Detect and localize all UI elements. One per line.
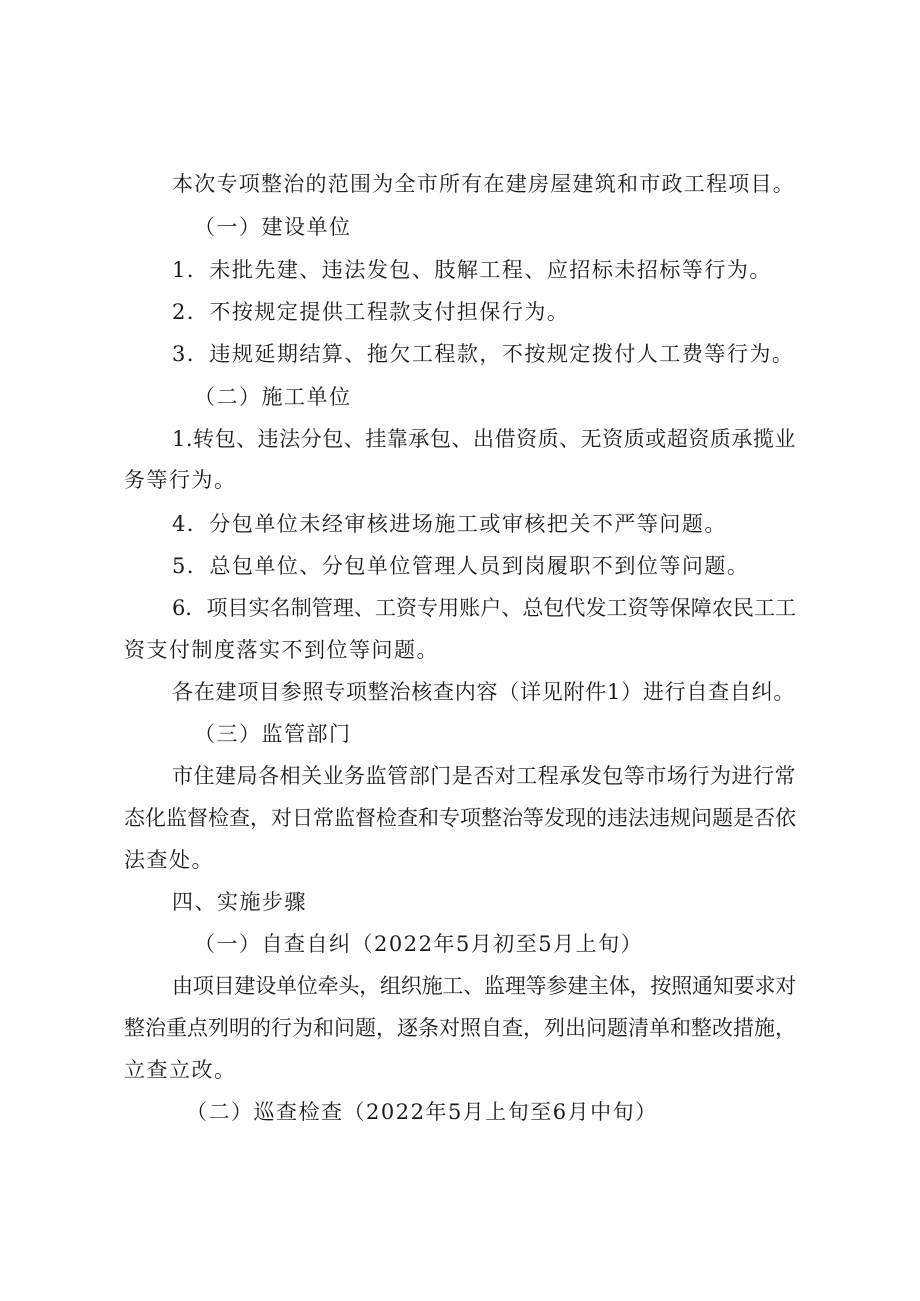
section-heading-construction-unit: （一）建设单位 bbox=[194, 215, 352, 239]
list-item: 5．总包单位、分包单位管理人员到岗履职不到位等问题。 bbox=[172, 554, 750, 578]
list-item-continuation: 资支付制度落实不到位等问题。 bbox=[124, 638, 439, 662]
list-item: 3．违规延期结算、拖欠工程款，不按规定拨付人工费等行为。 bbox=[172, 342, 795, 366]
paragraph-line: 立查立改。 bbox=[124, 1058, 237, 1082]
subsection-heading-inspection: （二）巡查检查（2022年5月上旬至6月中旬） bbox=[186, 1100, 658, 1124]
paragraph-line: 整治重点列明的行为和问题，逐条对照自查，列出问题清单和整改措施， bbox=[124, 1016, 796, 1040]
list-item: 1．未批先建、违法发包、肢解工程、应招标未招标等行为。 bbox=[172, 258, 772, 282]
paragraph-scope: 本次专项整治的范围为全市所有在建房屋建筑和市政工程项目。 bbox=[172, 172, 795, 196]
paragraph-self-check: 各在建项目参照专项整治核查内容（详见附件1）进行自查自纠。 bbox=[172, 680, 796, 704]
section-heading-regulator: （三）监管部门 bbox=[194, 722, 352, 746]
paragraph-line: 态化监督检查，对日常监督检查和专项整治等发现的违法违规问题是否依 bbox=[124, 806, 796, 830]
list-item: 2．不按规定提供工程款支付担保行为。 bbox=[172, 300, 570, 324]
list-item: 1.转包、违法分包、挂靠承包、出借资质、无资质或超资质承揽业 bbox=[172, 427, 796, 451]
section-heading-steps: 四、实施步骤 bbox=[172, 890, 307, 914]
list-item-continuation: 务等行为。 bbox=[124, 468, 237, 492]
subsection-heading-self-check: （一）自查自纠（2022年5月初至5月上旬） bbox=[194, 932, 644, 956]
paragraph-line: 市住建局各相关业务监管部门是否对工程承发包等市场行为进行常 bbox=[172, 764, 796, 788]
paragraph-line: 由项目建设单位牵头，组织施工、监理等参建主体，按照通知要求对 bbox=[172, 974, 796, 998]
section-heading-contractor: （二）施工单位 bbox=[194, 385, 352, 409]
list-item: 4．分包单位未经审核进场施工或审核把关不严等问题。 bbox=[172, 512, 727, 536]
list-item: 6．项目实名制管理、工资专用账户、总包代发工资等保障农民工工 bbox=[172, 596, 796, 620]
paragraph-line: 法查处。 bbox=[124, 848, 214, 872]
